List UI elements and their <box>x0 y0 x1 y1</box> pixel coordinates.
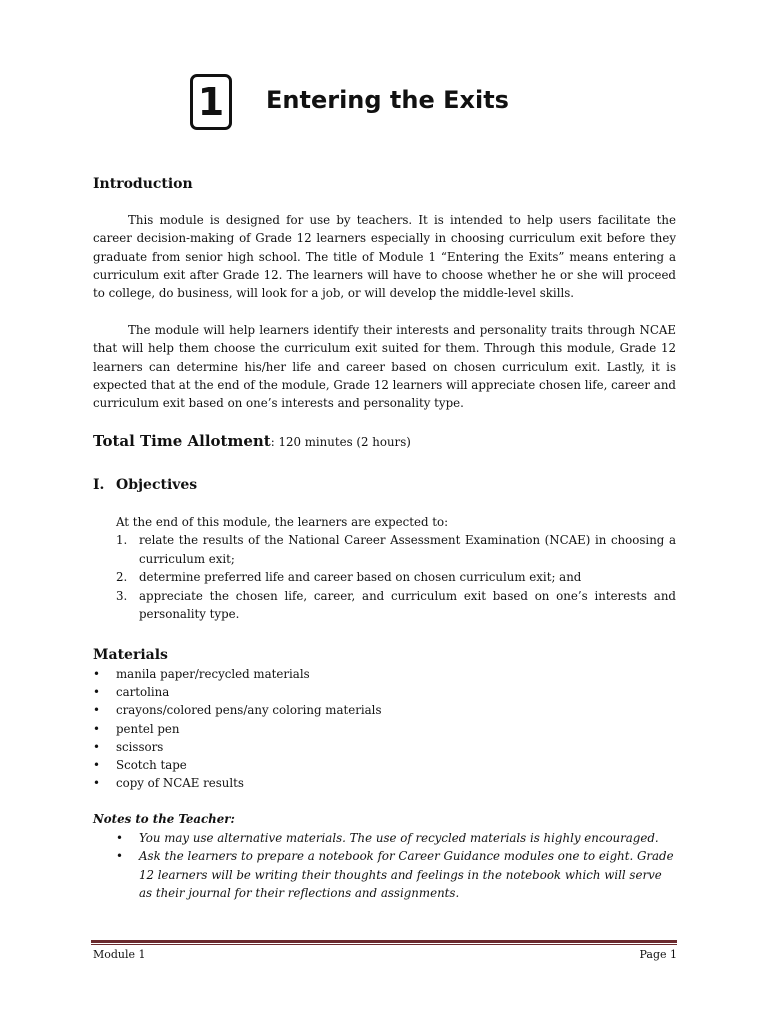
introduction-paragraph-1: This module is designed for use by teachers. It is intended to help users facilitate the career decision-making of Grade 12 learners especially in choosing curriculum exit before they graduate from senior high school. The title of Module 1 “Entering the Exits” means entering a curriculum exit after Grade 12. The learners will have to choose whether he or she will proceed to college, do business, will look for a job, or will develop the middle-level skills. <box>93 213 676 301</box>
objective-text: appreciate the chosen life, career, and curriculum exit based on one’s interests and personality type. <box>139 588 676 621</box>
bullet-icon: • <box>93 685 100 700</box>
material-text: manila paper/recycled materials <box>116 667 310 681</box>
objective-item <box>116 587 676 624</box>
objective-number: 3. <box>116 588 128 603</box>
bullet-icon: • <box>116 849 123 864</box>
objectives-heading <box>93 474 197 496</box>
material-text: crayons/colored pens/any coloring materials <box>116 703 382 718</box>
footer-page-number: Page 1 <box>639 948 677 961</box>
material-text: pentel pen <box>116 721 180 736</box>
objectives-title: Objectives <box>116 477 198 493</box>
bullet-icon: • <box>93 776 100 791</box>
bullet-icon: • <box>93 721 100 736</box>
objective-item <box>116 568 676 587</box>
notes-list <box>116 829 676 902</box>
objectives-list <box>116 531 676 624</box>
material-item <box>93 738 653 756</box>
material-item <box>93 774 653 792</box>
footer-rule <box>91 940 677 943</box>
bullet-icon: • <box>93 739 100 754</box>
footer-rule-thin <box>91 944 677 945</box>
materials-list <box>93 665 653 792</box>
introduction-heading: Introduction <box>93 176 193 192</box>
bullet-icon: • <box>93 703 100 718</box>
notes-heading: Notes to the Teacher: <box>93 812 235 826</box>
material-text: Scotch tape <box>116 758 187 773</box>
time-allotment-value: : 120 minutes (2 hours) <box>270 435 411 449</box>
note-text: You may use alternative materials. The use of recycled materials is highly encouraged. <box>139 831 659 845</box>
note-item <box>116 847 676 902</box>
material-item <box>93 720 653 738</box>
time-allotment-label: Total Time Allotment <box>93 432 271 450</box>
note-text: Ask the learners to prepare a notebook for Career Guidance modules one to eight. Grade 12 learners will be writing their thoughts and feelings in the notebook which will serve as their journal for their reflections and assignments. <box>139 849 674 900</box>
objective-text: relate the results of the National Career Assessment Examination (NCAE) in choosing a curriculum exit; <box>139 533 676 566</box>
material-item <box>93 756 653 774</box>
material-text: copy of NCAE results <box>116 776 244 791</box>
note-item <box>116 829 676 847</box>
module-number-badge: 1 <box>190 74 232 130</box>
bullet-icon: • <box>116 831 123 845</box>
objective-number: 2. <box>116 570 128 584</box>
objective-item <box>116 531 676 568</box>
material-item <box>93 683 653 701</box>
objectives-intro: At the end of this module, the learners are expected to: <box>116 515 449 529</box>
material-item <box>93 665 653 683</box>
bullet-icon: • <box>93 758 100 773</box>
module-title: Entering the Exits <box>266 86 509 114</box>
objective-text: determine preferred life and career based on chosen curriculum exit; and <box>139 570 582 584</box>
time-allotment <box>93 430 411 453</box>
material-text: scissors <box>116 739 164 754</box>
material-item <box>93 701 653 719</box>
material-text: cartolina <box>116 685 170 700</box>
materials-heading: Materials <box>93 647 168 663</box>
footer-module-label: Module 1 <box>93 948 146 961</box>
introduction-paragraph-2: The module will help learners identify their interests and personality traits through NCAE that will help them choose the curriculum exit suited for them. Through this module, Grade 12 learners can determine his/her life and career based on chosen curriculum exit. Lastly, it is expected that at the end of the module, Grade 12 learners will appreciate chosen life, career and curriculum exit based on one’s interests and personality type. <box>93 323 676 411</box>
objective-number: 1. <box>116 533 128 547</box>
bullet-icon: • <box>93 667 100 681</box>
objectives-number: I. <box>93 477 105 493</box>
